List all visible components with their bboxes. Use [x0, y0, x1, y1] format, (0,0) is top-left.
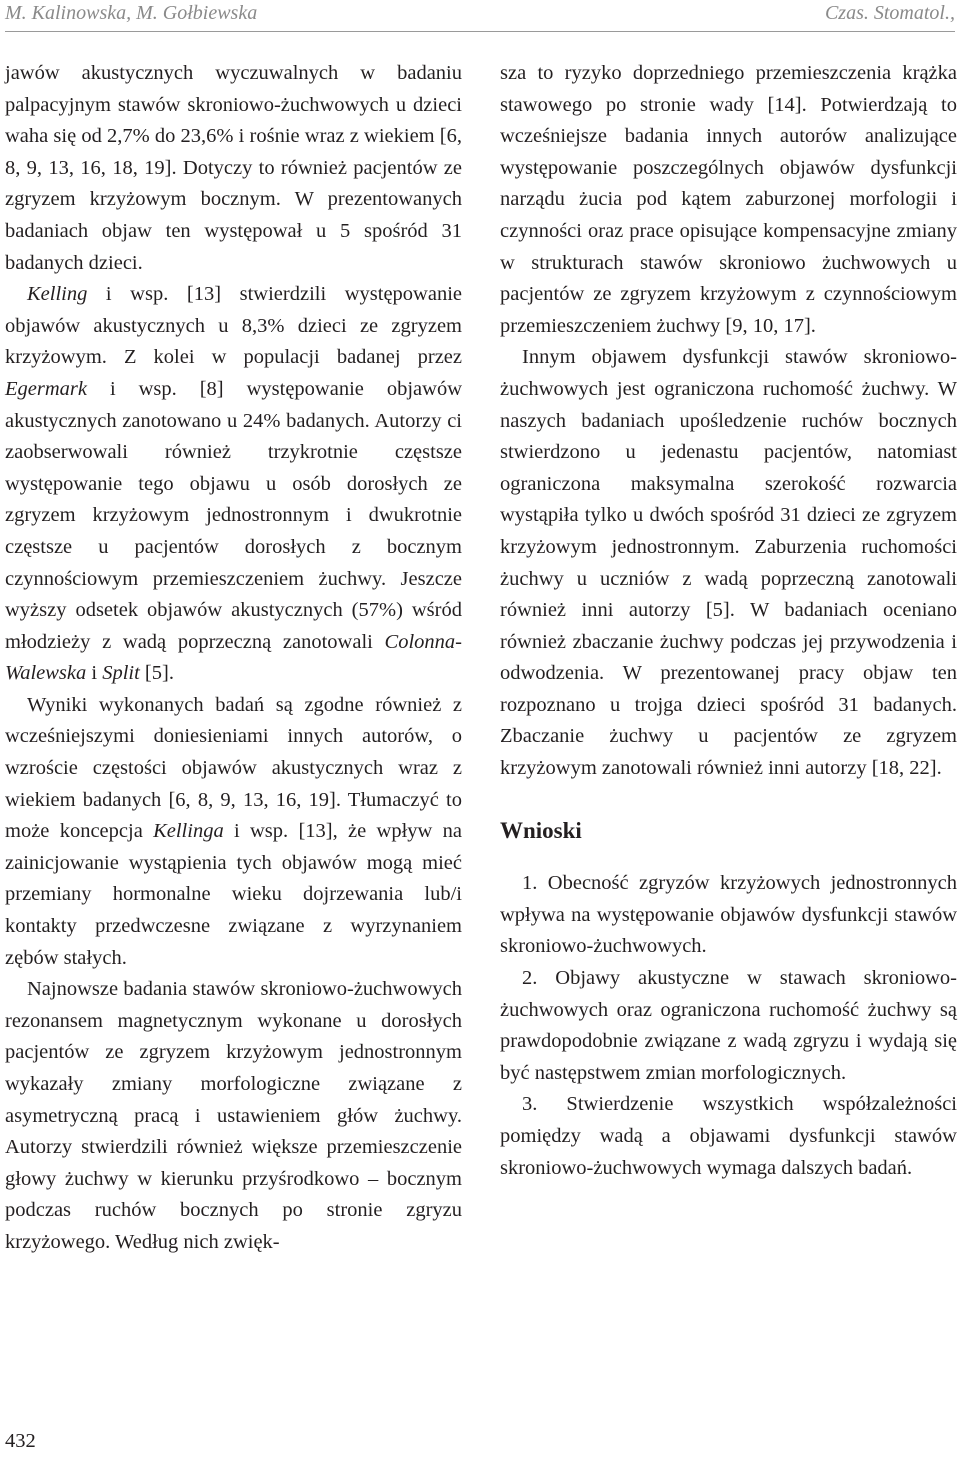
section-heading-conclusions: Wnioski [500, 817, 582, 843]
conclusion-item-2: 2. Objawy akustyczne w stawach skroniowo-żuchwowych oraz ograniczona ruchomość żuchwy są prawdopodobnie związane z wadą zgryzu i wydają się być następstwem zmian morfologicznych. [500, 967, 957, 1084]
left-paragraph-2-conjunction: i [86, 662, 103, 685]
left-paragraph-2-text-a: i wsp. [13] stwierdzili występowanie objawów akustycznych u 8,3% dzieci ze zgryzem krzyżowym. Z kolei w populacji badanej przez [5, 283, 462, 369]
right-paragraph-1: sza to ryzyko doprzedniego przemieszczenia krążka stawowego po stronie wady [14]. Potwierdzają to wcześniejsze badania innych autorów analizujące występowanie poszczególnych objawów dysfunkcji narządu żucia pod kątem zaburzonej morfologii i czynności oraz prace opisujące kompensacyjne zmiany w strukturach stawów skroniowo żuchwowych u pacjentów ze zgryzem krzyżowym z czynnościowym przemieszczeniem żuchwy [9, 10, 17]. [500, 62, 957, 337]
running-head-journal: Czas. Stomatol., [824, 2, 955, 24]
header-rule [5, 31, 955, 32]
left-paragraph-4: Najnowsze badania stawów skroniowo-żuchwowych rezonansem magnetycznym wykonane u dorosłych pacjentów ze zgryzem krzyżowym jednostronnym wykazały zmiany morfologiczne związane z asymetryczną pracą i ustawieniem głów żuchwy. Autorzy stwierdzili również większe przemieszczenie głowy żuchwy w kierunku przyśrodkowo – bocznym podczas ruchów bocznych po stronie zgryzu krzyżowego. Według nich zwięk- [5, 978, 462, 1253]
left-paragraph-2-text-b: i wsp. [8] występowanie objawów akustycznych zanotowano u 24% badanych. Autorzy ci zaobserwowali również trzykrotnie częstsze występowanie tego objawu u osób dorosłych ze zgryzem krzyżowym jednostronnym i dwukrotnie częstsze u pacjentów dorosłych z bocznym czynnościowym przemieszczeniem żuchwy. Jeszcze wyższy odsetek objawów akustycznych (57%) wśród młodzieży z wadą poprzeczną zanotowali [5, 377, 462, 653]
left-column [5, 58, 462, 1259]
author-name-kelling: Kelling [27, 283, 88, 306]
author-name-colonna-walewska: Colonna-Walewska [5, 630, 462, 685]
author-name-kellinga: Kellinga [153, 820, 224, 843]
left-paragraph-1: jawów akustycznych wyczuwalnych w badaniu palpacyjnym stawów skroniowo-żuchwowych u dzieci waha się od 2,7% do 23,6% i rośnie wraz z wiekiem [6, 8, 9, 13, 16, 18, 19]. Dotyczy to również pacjentów ze zgryzem krzyżowym bocznym. W prezentowanych badaniach objaw ten występował u 5 spośród 31 badanych dzieci. [5, 62, 462, 274]
left-paragraph-3-text-a: Wyniki wykonanych badań są zgodne również z wcześniejszymi doniesieniami innych autorów, o wzroście częstości objawów akustycznych wraz z wiekiem badanych [6, 8, 9, 13, 16, 19]. Tłumaczyć to może koncepcja [5, 693, 462, 843]
conclusion-item-1: 1. Obecność zgryzów krzyżowych jednostronnych wpływa na występowanie objawów dysfunkcji stawów skroniowo-żuchwowych. [500, 872, 957, 958]
left-paragraph-3-text-b: i wsp. [13], że wpływ na zainicjowanie wystąpienia tych objawów mogą mieć przemiany hormonalne wieku dojrzewania lub/i kontakty przedwczesne związane z wyrzynaniem zębów stałych. [5, 820, 463, 969]
right-column [500, 58, 957, 1184]
page-number: 432 [5, 1430, 36, 1452]
left-paragraph-2-citation: [5]. [139, 662, 174, 685]
author-name-split: Split [102, 662, 140, 685]
left-paragraph-3 [5, 690, 462, 974]
left-paragraph-2 [5, 279, 462, 690]
right-paragraph-2: Innym objawem dysfunkcji stawów skroniowo-żuchwowych jest ograniczona ruchomość żuchwy. W naszych badaniach upośledzenie ruchów bocznych stwierdzono u jedenastu pacjentów, natomiast ograniczona maksymalna szerokość rozwarcia wystąpiła tylko u dwóch spośród 31 dzieci ze zgryzem krzyżowym jednostronnym. Zaburzenia ruchomości żuchwy u uczniów z wadą poprzeczną zanotowali również inni autorzy [5]. W badaniach oceniano również zbaczanie żuchwy podczas jej przywodzenia i odwodzenia. W prezentowanej pracy objaw ten rozpoznano u trojga dzieci spośród 31 badanych. Zbaczanie żuchwy u pacjentów ze zgryzem krzyżowym zanotowali również inni autorzy [18, 22]. [500, 346, 957, 780]
conclusion-item-3: 3. Stwierdzenie wszystkich współzależności pomiędzy wadą a objawami dysfunkcji stawów skroniowo-żuchwowych wymaga dalszych badań. [500, 1093, 957, 1179]
running-head [5, 0, 955, 34]
running-head-authors: M. Kalinowska, M. Gołbiewska [5, 2, 258, 24]
author-name-egermark: Egermark [5, 377, 87, 400]
